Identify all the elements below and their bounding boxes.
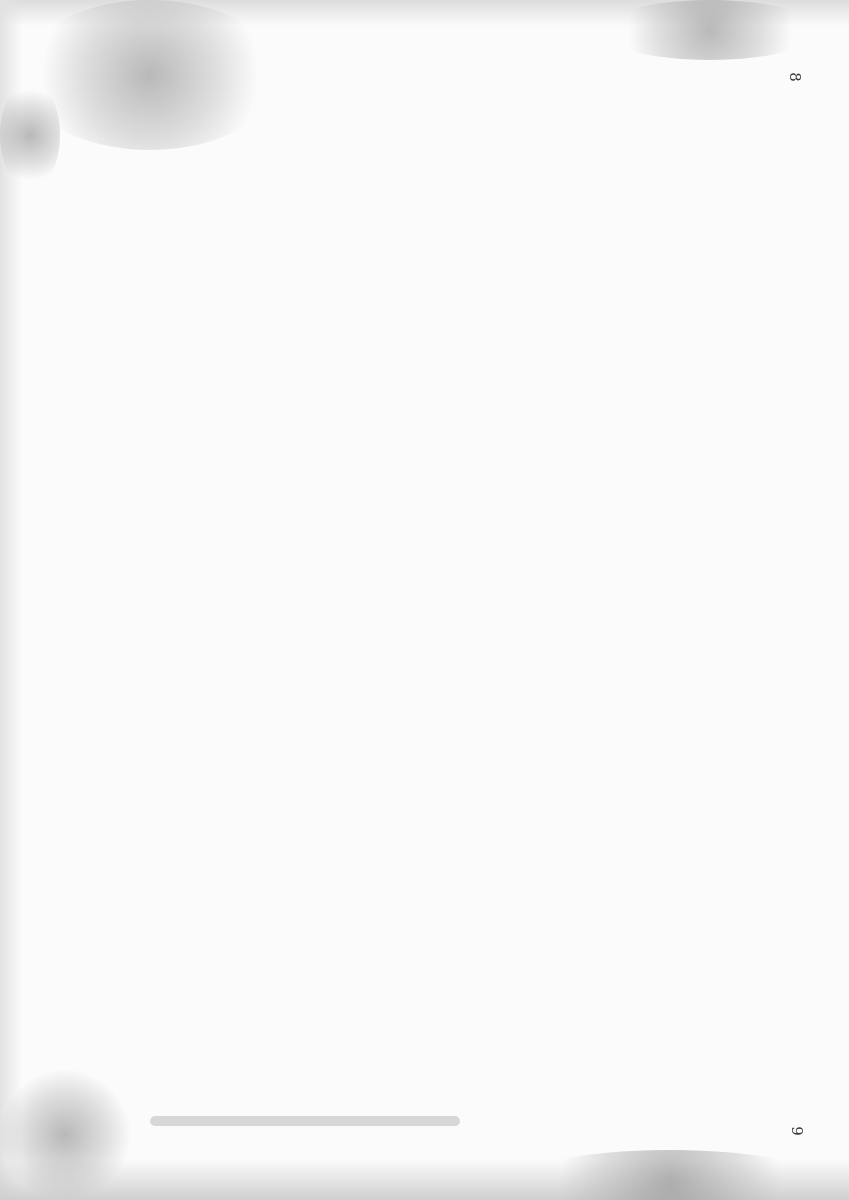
torn-bottom-edge: [0, 1160, 849, 1200]
ink-smear: [150, 1116, 460, 1126]
torn-left-edge: [0, 0, 22, 1200]
torn-top-edge: [0, 0, 849, 26]
page-number-lower: 9: [787, 1126, 806, 1136]
page-number-upper: 8: [785, 72, 804, 82]
